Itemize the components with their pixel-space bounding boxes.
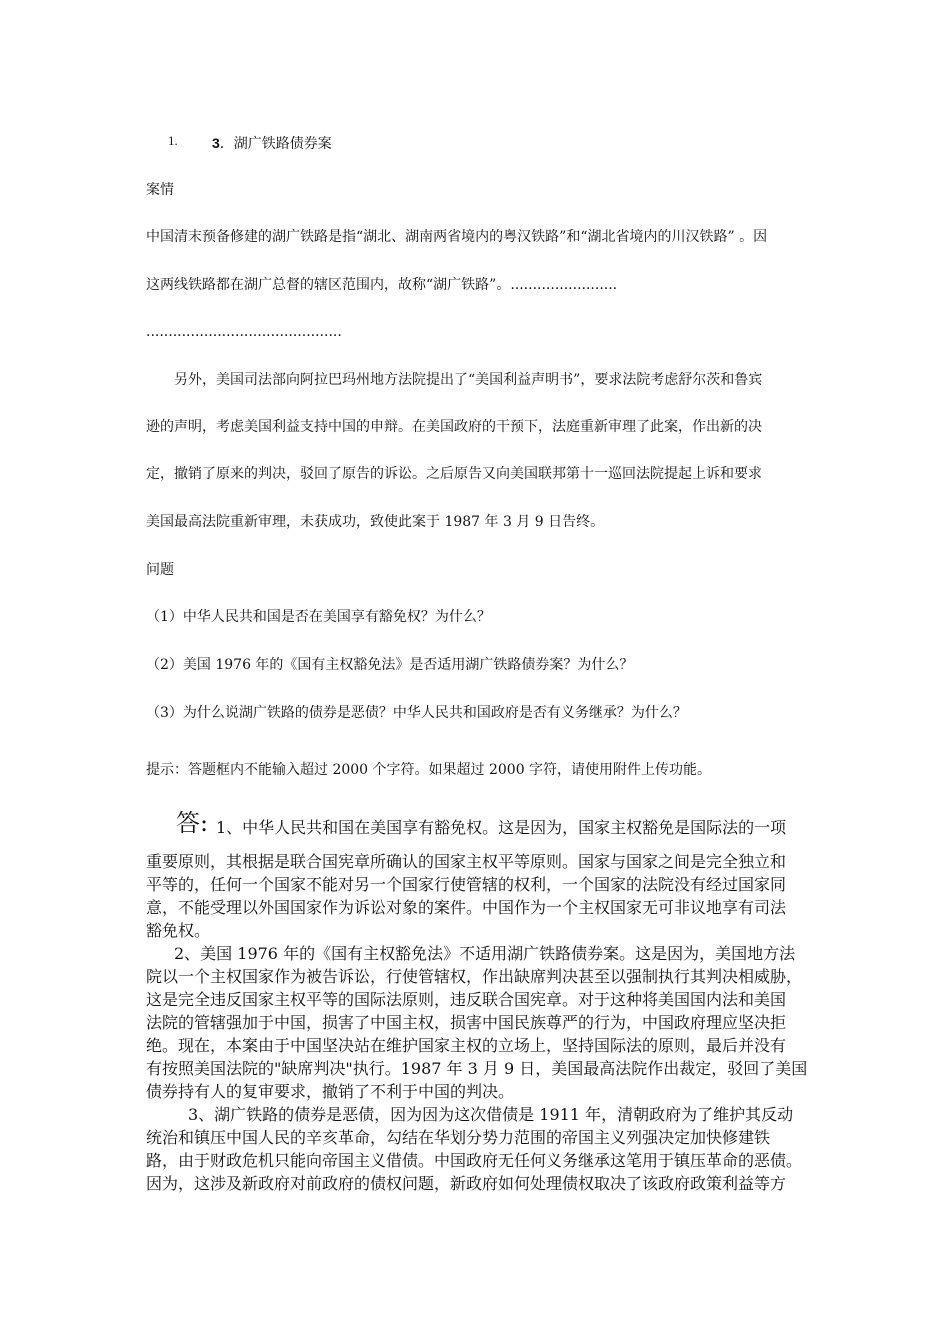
section-index: 3	[212, 135, 220, 151]
case-text-line: 逊的声明，考虑美国利益支持中国的申辩。在美国政府的干预下，法庭重新审理了此案，作出新的决	[146, 419, 762, 435]
answer-line: 平等的，任何一个国家不能对另一个国家行使管辖的权利，一个国家的法院没有经过国家同	[146, 875, 787, 894]
answer-body	[146, 850, 814, 1195]
question-label: 问题	[146, 562, 174, 578]
answer-line: 债券持有人的复审要求，撤销了不利于中国的判决。	[146, 1082, 515, 1101]
answer-label: 答:	[176, 809, 209, 837]
section-title: ．湖广铁路债券案	[219, 136, 332, 152]
list-number: 1.	[168, 133, 178, 148]
answer-line: 院以一个主权国家作为被告诉讼，行使管辖权，作出缺席判决甚至以强制执行其判决相威胁，	[146, 967, 803, 986]
question-item: （1）中华人民共和国是否在美国享有豁免权？为什么？	[146, 609, 491, 625]
case-text-ellipsis: ............................................	[146, 324, 342, 340]
case-text-line: 美国最高法院重新审理，未获成功，致使此案于 1987 年 3 月 9 日告终。	[146, 514, 605, 530]
hint-text: 提示：答题框内不能输入超过 2000 个字符。如果超过 2000 字符，请使用附件上传功能。	[146, 762, 712, 778]
answer-line: 因为，这涉及新政府对前政府的债权问题，新政府如何处理债权取决了该政府政策利益等方	[146, 1174, 787, 1193]
answer-line: 豁免权。	[146, 921, 211, 940]
case-text-line: 另外，美国司法部向阿拉巴玛州地方法院提出了“美国利益声明书”，要求法院考虑舒尔茨和鲁宾	[174, 372, 763, 388]
answer-line: 有按照美国法院的"缺席判决"执行。1987 年 3 月 9 日，美国最高法院作出裁定，驳回了美国	[146, 1059, 808, 1078]
answer-line: 意，不能受理以外国国家作为诉讼对象的案件。中国作为一个主权国家无可非议地享有司法	[146, 898, 787, 917]
answer-line: 法院的管辖强加于中国，损害了中国主权，损害中国民族尊严的行为，中国政府理应坚决拒	[146, 1013, 787, 1032]
question-item: （3）为什么说湖广铁路的债券是恶债？中华人民共和国政府是否有义务继承？为什么？	[146, 705, 687, 721]
case-text-line: 中国清末预备修建的湖广铁路是指“湖北、湖南两省境内的粤汉铁路”和“湖北省境内的川汉铁路” 。因	[146, 229, 768, 245]
answer-line: 路，由于财政危机只能向帝国主义借债。中国政府无任何义务继承这笔用于镇压革命的恶债。	[146, 1151, 803, 1170]
case-label: 案情	[146, 182, 174, 198]
answer-line: 绝。现在，本案由于中国坚决站在维护国家主权的立场上，坚持国际法的原则，最后并没有	[146, 1036, 787, 1055]
question-item: （2）美国 1976 年的《国有主权豁免法》是否适用湖广铁路债券案？为什么？	[146, 657, 634, 673]
answer-line: 2、美国 1976 年的《国有主权豁免法》不适用湖广铁路债券案。这是因为，美国地方法	[174, 944, 796, 963]
answer-line: 重要原则，其根据是联合国宪章所确认的国家主权平等原则。国家与国家之间是完全独立和	[146, 852, 787, 871]
answer-first-line: 1、中华人民共和国在美国享有豁免权。这是因为，国家主权豁免是国际法的一项	[216, 818, 787, 837]
section-heading	[212, 133, 332, 153]
case-text-line: 这两线铁路都在湖广总督的辖区范围内，故称“湖广铁路”。........................	[146, 277, 618, 293]
case-text-line: 定，撤销了原来的判决，驳回了原告的诉讼。之后原告又向美国联邦第十一巡回法院提起上诉和要求	[146, 466, 762, 482]
answer-line: 统治和镇压中国人民的辛亥革命，勾结在华划分势力范围的帝国主义列强决定加快修建铁	[146, 1128, 771, 1147]
answer-line: 这是完全违反国家主权平等的国际法原则，违反联合国宪章。对于这种将美国国内法和美国	[146, 990, 787, 1009]
answer-line: 3、湖广铁路的债券是恶债，因为因为这次借债是 1911 年，清朝政府为了维护其反动	[188, 1105, 794, 1124]
